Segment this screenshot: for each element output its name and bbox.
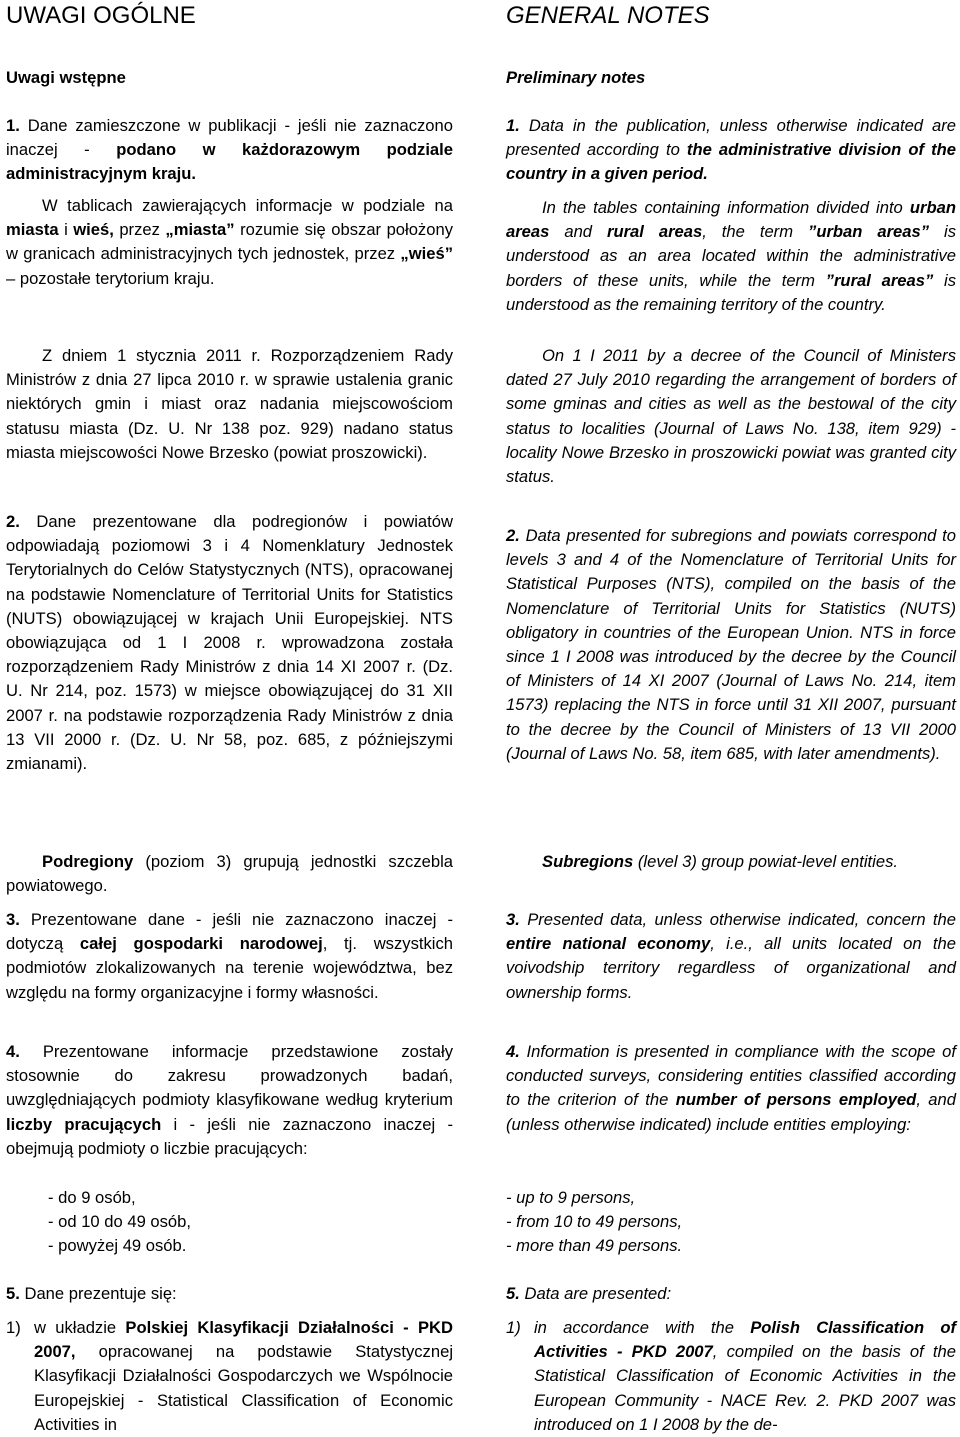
note-1b-en: In the tables containing information divided into urban areas and rural areas, the term ”urban areas” is understood as an area located within the administrative borders of these units, while the term ”rural areas” is understood as the remaining territory of the country. — [506, 198, 957, 314]
note-number: 4. — [6, 1042, 20, 1061]
list-item: - powyżej 49 osób. — [48, 1236, 187, 1255]
note-1c-en: On 1 I 2011 by a decree of the Council of Ministers dated 27 July 2010 regarding the arrangement of borders of some gminas and cities as well as the bestowal of the city status to localities (Journal of Laws No. 138, item 929) - locality Nowe Brzesko in proszowicki powiat was granted city status. — [506, 346, 956, 487]
note-4-pl: 4. Prezentowane informacje przedstawione zostały stosownie do zakresu prowadzonych badań, uwzględniających podmioty klasyfikowane według kryterium liczby pracujących i - jeśli nie zaznaczono inaczej - obejmują podmioty o liczbie pracujących: — [6, 1042, 454, 1158]
note-number: 2. — [6, 512, 20, 531]
item-marker: 1) — [506, 1318, 521, 1337]
list-item: - more than 49 persons. — [506, 1236, 683, 1255]
note-1b-pl: W tablicach zawierających informacje w podziale na miasta i wieś, przez „miasta” rozumie się obszar położony w granicach administracyjnych tych jednostek, przez „wieś” – pozostałe terytorium kraju. — [6, 196, 453, 288]
note-3-en: 3. Presented data, unless otherwise indicated, concern the entire national economy, i.e., all units located on the voivodship territory regardless of organizational and ownership forms. — [506, 910, 956, 1002]
note-1-en: 1. Data in the publication, unless otherwise indicated are presented according to the administrative division of the country in a given period. — [506, 116, 956, 184]
note-number: 1. — [6, 116, 20, 135]
note-number: 5. — [506, 1284, 520, 1303]
note-2-pl: 2. Dane prezentowane dla podregionów i powiatów odpowiadają poziomowi 3 i 4 Nomenklatury Jednostek Terytorialnych do Celów Statystycznych (NTS), opracowanej na podstawie Nomenclature of Territorial Units for Statistics (NUTS) obowiązującej w krajach Unii Europejskiej. NTS obowiązująca od 1 I 2008 r. wprowadzona została rozporządzeniem Rady Ministrów z dnia 14 XI 2007 r. (Dz. U. Nr 214, poz. 1573) w miejsce obowiązującej do 31 XII 2007 r. na podstawie rozporządzenia Rady Ministrów z dnia 13 VII 2000 r. (Dz. U. Nr 58, poz. 685, z późniejszymi zmianami). — [6, 512, 453, 774]
note-number: 4. — [506, 1042, 520, 1061]
list-item: 1) w układzie Polskiej Klasyfikacji Działalności - PKD 2007, opracowanej na podstawie Statystycznej Klasyfikacji Działalności Gospodarczych we Wspólnocie Europejskiej - Statistical Classification of Economic Activities in — [6, 1318, 453, 1434]
list-item: 1) in accordance with the Polish Classification of Activities - PKD 2007, compiled on the basis of the Statistical Classification of Economic Activities in the European Community - NACE Rev. 2. PKD 2007 was introduced on 1 I 2008 by the de- — [506, 1318, 956, 1434]
list-item: - od 10 do 49 osób, — [48, 1212, 191, 1231]
item-marker: 1) — [6, 1318, 21, 1337]
note-5-pl: 5. Dane prezentuje się: — [6, 1284, 177, 1303]
note-5-en: 5. Data are presented: — [506, 1284, 672, 1303]
list-item: - from 10 to 49 persons, — [506, 1212, 683, 1231]
subheading-en: Preliminary notes — [506, 68, 646, 87]
list-item: - up to 9 persons, — [506, 1188, 636, 1207]
note-4-en: 4. Information is presented in compliance with the scope of conducted surveys, considering entities classified according to the criterion of the number of persons employed, and (unless otherwise indicated) include entities employing: — [506, 1042, 956, 1134]
note-3-pl: 3. Prezentowane dane - jeśli nie zaznaczono inaczej - dotyczą całej gospodarki narodowej, tj. wszystkich podmiotów zlokalizowanych na terenie województwa, bez względu na formy organizacyjne i formy własności. — [6, 910, 453, 1002]
note-number: 3. — [506, 910, 520, 929]
note-1-pl: 1. Dane zamieszczone w publikacji - jeśli nie zaznaczono inaczej - podano w każdorazowym podziale administracyjnym kraju. — [6, 116, 453, 184]
note-number: 1. — [506, 116, 520, 135]
subheading-pl: Uwagi wstępne — [6, 68, 126, 87]
note-1c-pl: Z dniem 1 stycznia 2011 r. Rozporządzeniem Rady Ministrów z dnia 27 lipca 2010 r. w sprawie ustalenia granic niektórych gmin i miast oraz nadania miejscowościom statusu miasta (Dz. U. Nr 138 poz. 929) nadano status miasta miejscowości Nowe Brzesko (powiat proszowicki). — [6, 346, 453, 462]
list-item: - do 9 osób, — [48, 1188, 136, 1207]
note-number: 3. — [6, 910, 20, 929]
page-heading-en: GENERAL NOTES — [506, 2, 710, 29]
note-2b-en: Subregions (level 3) group powiat-level entities. — [542, 852, 898, 871]
note-number: 2. — [506, 526, 520, 545]
note-2-en: 2. Data presented for subregions and powiats correspond to levels 3 and 4 of the Nomenclature of Territorial Units for Statistical Purposes (NTS), compiled on the basis of the Nomenclature of Territorial Units for Statistics (NUTS) obligatory in countries of the European Union. NTS in force since 1 I 2008 was introduced by the decree by the Council of Ministers of 14 XI 2007 (Journal of Laws No. 214, item 1573) replacing the NTS in force until 31 XII 2007, pursuant to the decree by the Council of Ministers of 13 VII 2000 (Journal of Laws No. 58, item 685, with later amendments). — [506, 526, 956, 763]
note-2b-pl: Podregiony (poziom 3) grupują jednostki szczebla powiatowego. — [6, 852, 453, 896]
note-number: 5. — [6, 1284, 20, 1303]
page-heading-pl: UWAGI OGÓLNE — [6, 2, 196, 29]
